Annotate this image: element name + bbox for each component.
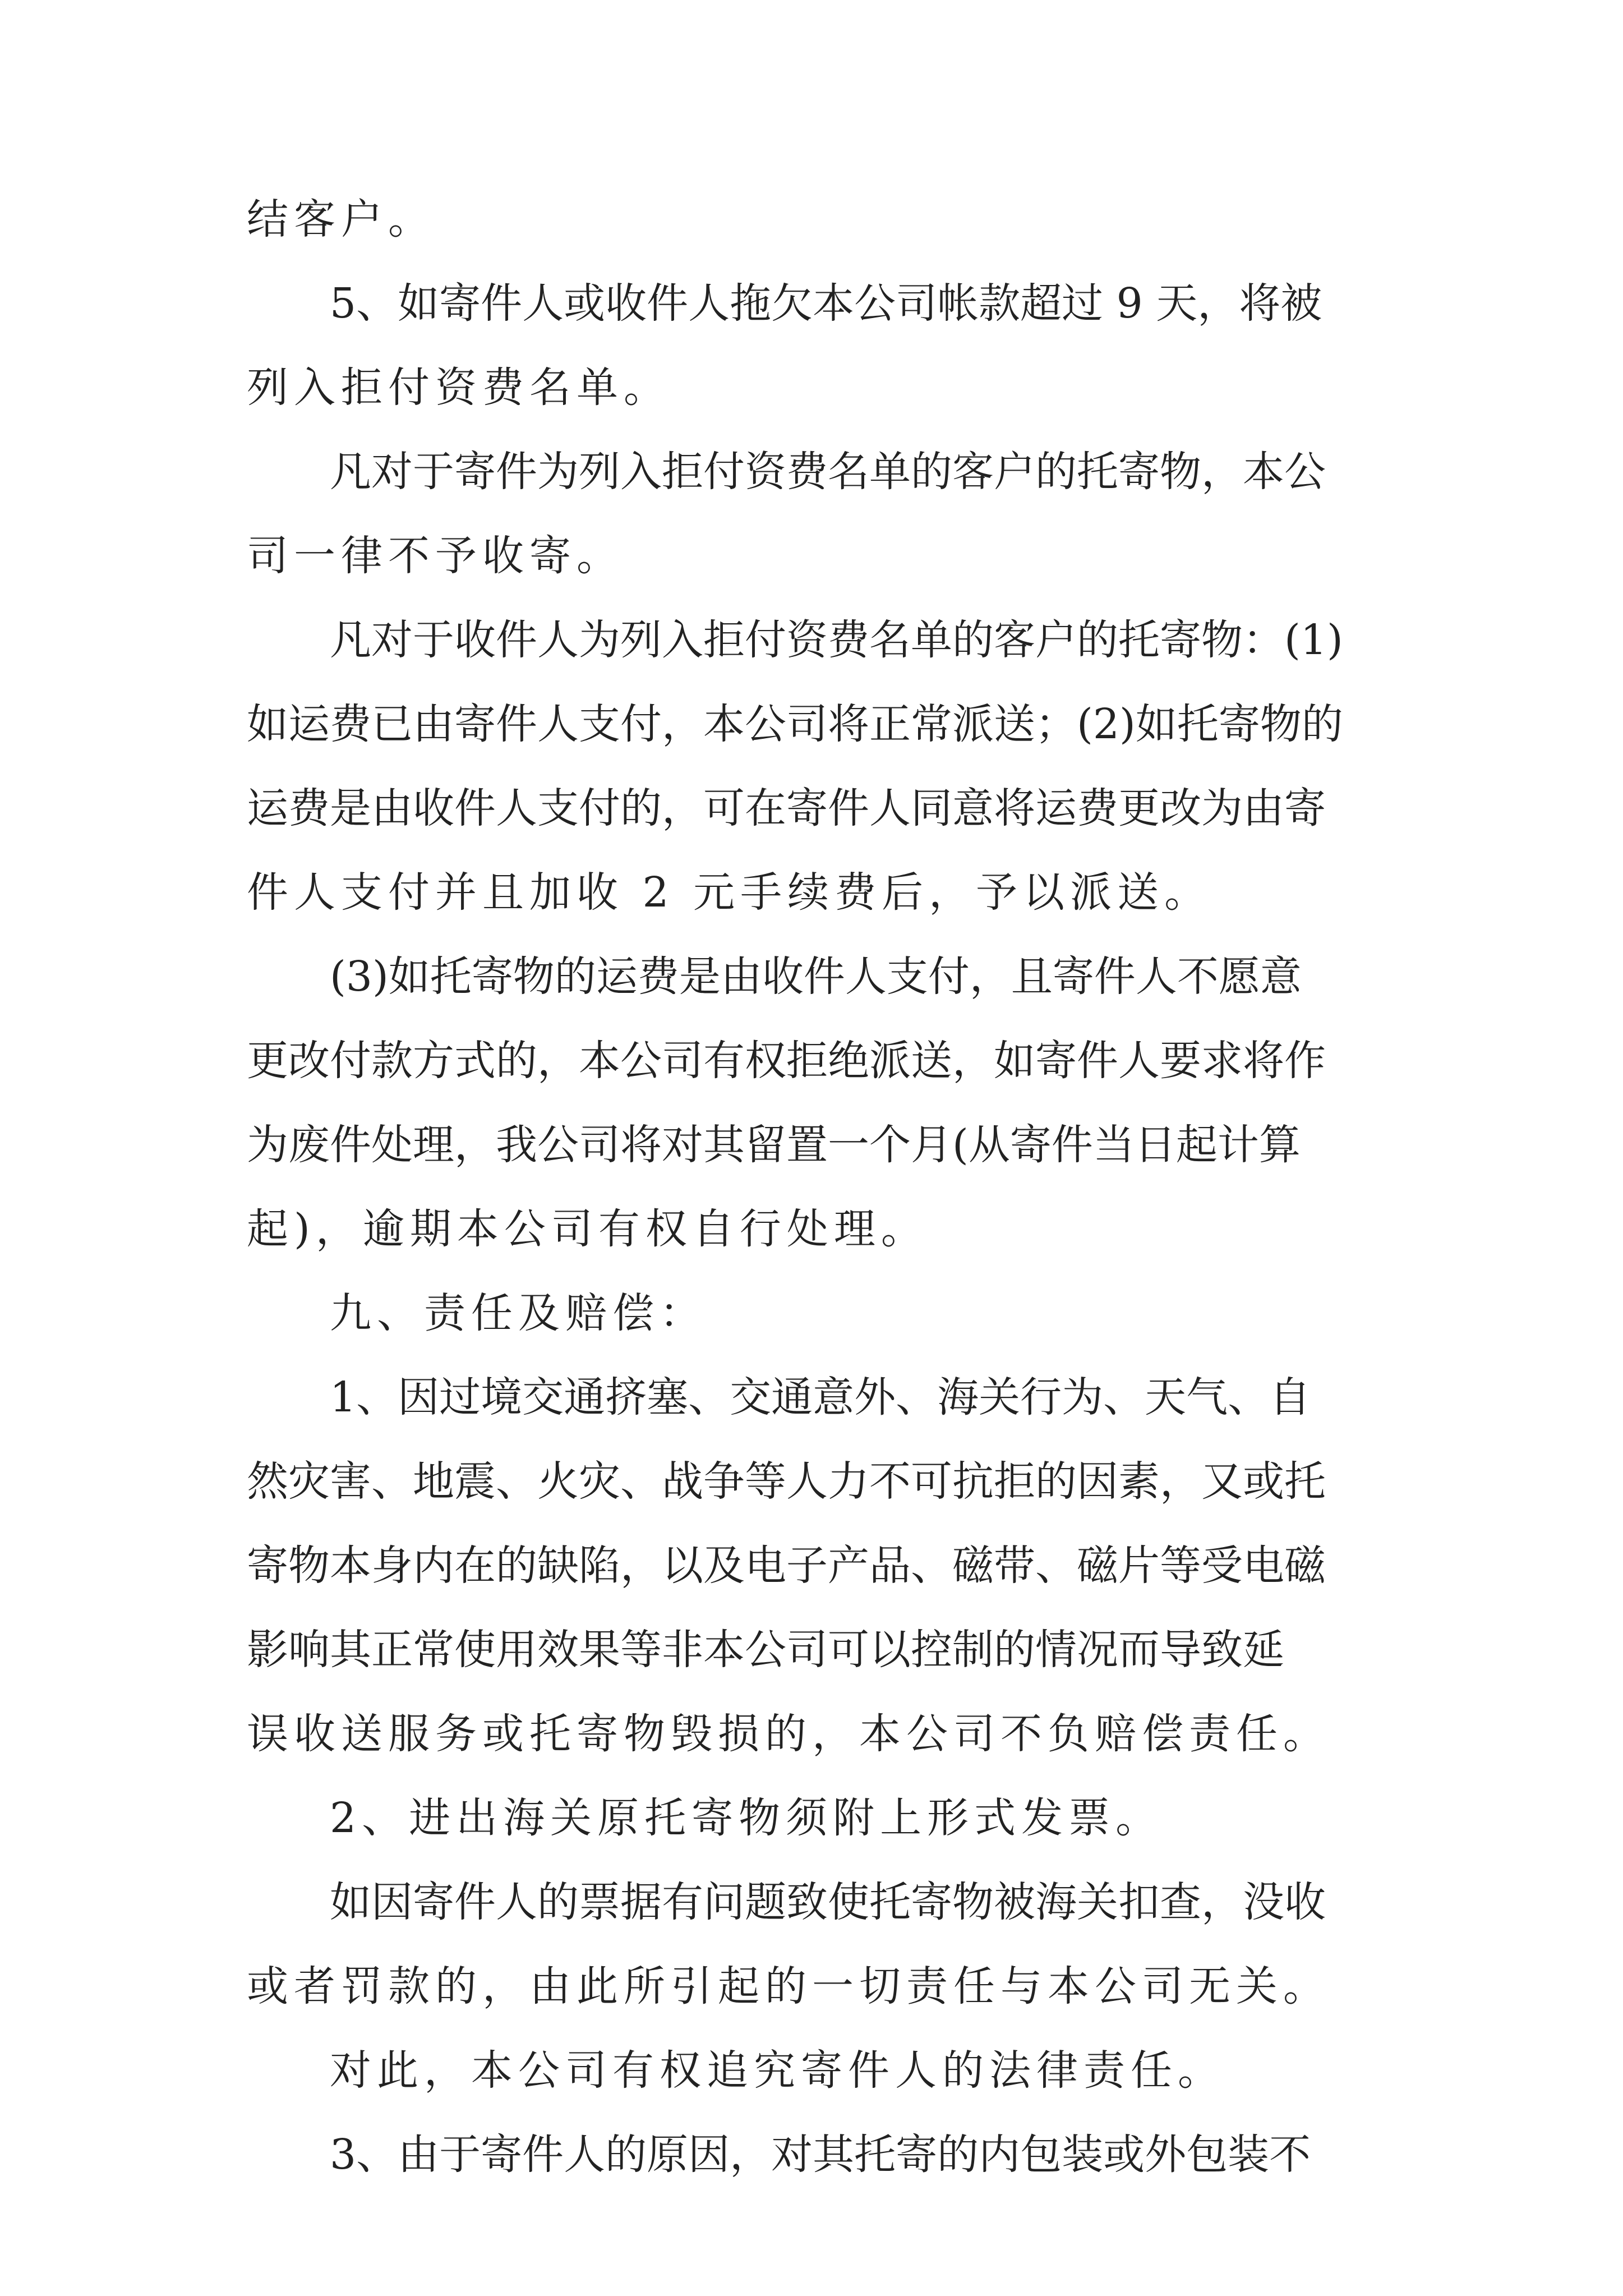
text-line: 凡对于收件人为列入拒付资费名单的客户的托寄物：(1) (330, 616, 1343, 664)
text-line: 影响其正常使用效果等非本公司可以控制的情况而导致延 (247, 1626, 1284, 1674)
text-line: 如运费已由寄件人支付，本公司将正常派送；(2)如托寄物的 (247, 700, 1343, 748)
text-line: 列入拒付资费名单。 (247, 364, 671, 412)
text-line: 对此，本公司有权追究寄件人的法律责任。 (330, 2046, 1225, 2095)
text-line: 3、由于寄件人的原因，对其托寄的内包装或外包装不 (330, 2131, 1311, 2179)
text-line: 结客户。 (247, 195, 435, 243)
text-line: 误收送服务或托寄物毁损的，本公司不负赔偿责任。 (247, 1710, 1330, 1758)
text-line: 起)，逾期本公司有权自行处理。 (247, 1205, 928, 1253)
text-line: 运费是由收件人支付的，可在寄件人同意将运费更改为由寄 (247, 784, 1326, 832)
text-line: 为废件处理，我公司将对其留置一个月(从寄件当日起计算 (247, 1121, 1301, 1169)
text-line: 如因寄件人的票据有问题致使托寄物被海关扣查，没收 (330, 1878, 1326, 1926)
text-line: 凡对于寄件为列入拒付资费名单的客户的托寄物，本公 (330, 448, 1326, 496)
text-line: 或者罚款的，由此所引起的一切责任与本公司无关。 (247, 1962, 1330, 2010)
document-body (247, 177, 1391, 2197)
text-line: 九、责任及赔偿： (330, 1289, 707, 1337)
text-line: (3)如托寄物的运费是由收件人支付，且寄件人不愿意 (330, 953, 1302, 1001)
text-line: 司一律不予收寄。 (247, 532, 624, 580)
text-line: 然灾害、地震、火灾、战争等人力不可抗拒的因素，又或托 (247, 1457, 1326, 1506)
text-line: 件人支付并且加收 2 元手续费后，予以派送。 (247, 868, 1212, 917)
text-line: 更改付款方式的，本公司有权拒绝派送，如寄件人要求将作 (247, 1037, 1326, 1085)
text-line: 寄物本身内在的缺陷，以及电子产品、磁带、磁片等受电磁 (247, 1542, 1326, 1590)
text-line: 1、因过境交通挤塞、交通意外、海关行为、天气、自 (330, 1373, 1311, 1421)
text-line: 2、进出海关原托寄物须附上形式发票。 (330, 1794, 1163, 1842)
text-line: 5、如寄件人或收件人拖欠本公司帐款超过 9 天，将被 (330, 279, 1322, 328)
